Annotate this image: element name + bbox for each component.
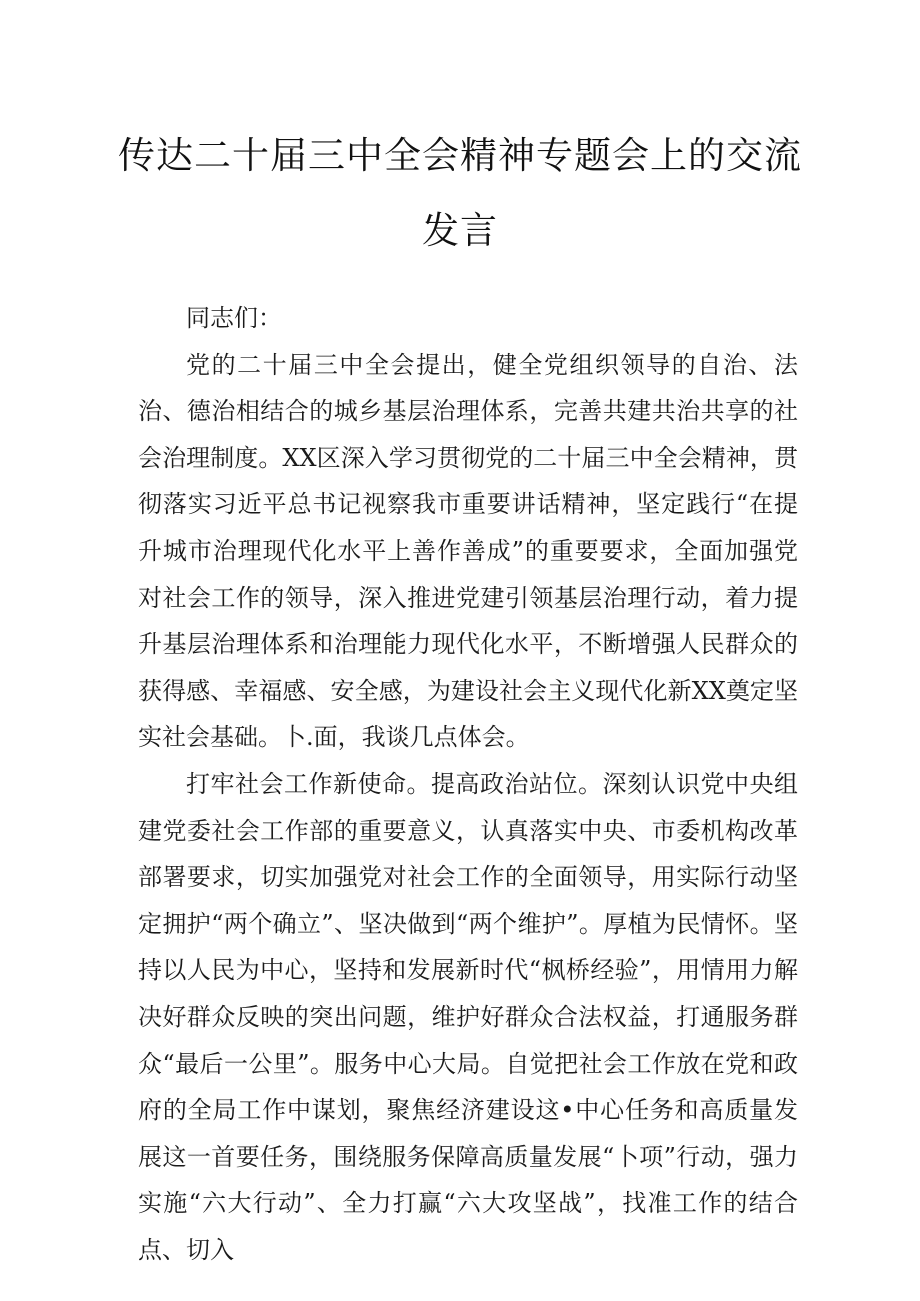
body-paragraph-1: 党的二十届三中全会提出，健全党组织领导的自治、法治、德治相结合的城乡基层治理体系，完善共建共治共享的社会治理制度。XX区深入学习贯彻党的二十届三中全会精神，贯彻落实习近平总书记视察我市重要讲话精神，坚定践行“在提升城市治理现代化水平上善作善成”的重要要求，全面加强党对社会工作的领导，深入推进党建引领基层治理行动，着力提升基层治理体系和治理能力现代化水平，不断增强人民群众的获得感、幸福感、安全感，为建设社会主义现代化新XX奠定坚实社会基础。卜.面，我谈几点体会。 — [138, 350, 798, 752]
document-body — [138, 295, 798, 1273]
document-title-line-1: 传达二十届三中全会精神专题会上的交流 — [118, 134, 802, 177]
document-title-line-2: 发言 — [422, 209, 498, 252]
salutation: 同志们： — [186, 304, 282, 332]
body-paragraph-2: 打牢社会工作新使命。提高政治站位。深刻认识党中央组建党委社会工作部的重要意义，认真落实中央、市委机构改革部署要求，切实加强党对社会工作的全面领导，用实际行动坚定拥护“两个确立”、坚决做到“两个维护”。厚植为民情怀。坚持以人民为中心，坚持和发展新时代“枫桥经验”，用情用力解决好群众反映的突出问题，维护好群众合法权益，打通服务群众“最后一公里”。服务中心大局。自觉把社会工作放在党和政府的全局工作中谋划，聚焦经济建设这•中心任务和高质量发展这一首要任务，围绕服务保障高质量发展“卜项”行动，强力实施“六大行动”、全力打赢“六大攻坚战”，找准工作的结合点、切入 — [138, 769, 798, 1264]
